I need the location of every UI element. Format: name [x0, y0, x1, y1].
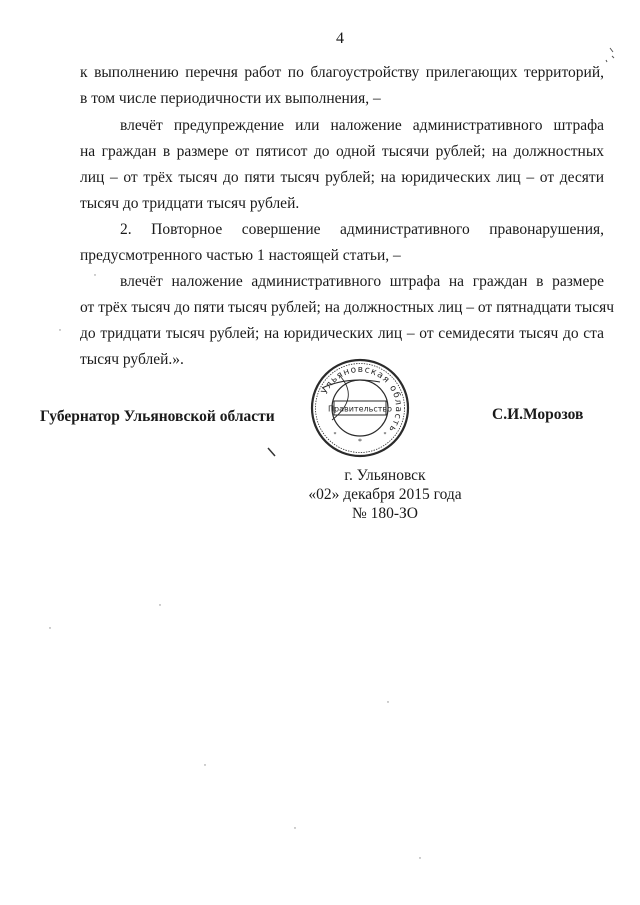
- svg-text:*: *: [333, 432, 337, 438]
- signatory-name: С.И.Морозов: [492, 406, 584, 423]
- page-number: 4: [336, 30, 344, 47]
- seal-ring-text: Ульяновская область: [320, 364, 404, 435]
- signatory-position: Губернатор Ульяновской области: [40, 408, 275, 425]
- paragraph-line: тысяч до тридцати тысяч рублей.: [80, 195, 300, 212]
- paragraph-line: до тридцати тысяч рублей; на юридических лиц – от семидесяти тысяч до ста: [80, 325, 604, 342]
- paragraph-line: влечёт предупреждение или наложение административного штрафа: [120, 117, 604, 134]
- paragraph-line: 2. Повторное совершение административного правонарушения,: [120, 221, 604, 238]
- seal-center-text: Правительство: [328, 404, 392, 414]
- paragraph-line: на граждан в размере от пятисот до одной тысячи рублей; на должностных: [80, 143, 604, 160]
- law-number: № 180-ЗО: [351, 505, 419, 522]
- paragraph-line: к выполнению перечня работ по благоустройству прилегающих территорий,: [80, 64, 604, 81]
- svg-text:*: *: [383, 432, 387, 438]
- paragraph-line: влечёт наложение административного штрафа на граждан в размере: [120, 273, 604, 290]
- paragraph-line: в том числе периодичности их выполнения, –: [80, 90, 381, 107]
- place-of-signing: г. Ульяновск: [344, 467, 426, 484]
- paragraph-line: лиц – от трёх тысяч до пяти тысяч рублей; на юридических лиц – от десяти: [80, 169, 604, 186]
- paragraph-line: тысяч рублей.».: [80, 351, 184, 368]
- paragraph-line: от трёх тысяч до пяти тысяч рублей; на должностных лиц – от пятнадцати тысяч: [80, 299, 615, 316]
- paragraph-line: предусмотренного частью 1 настоящей статьи, –: [80, 247, 401, 264]
- date-of-signing: «02» декабря 2015 года: [308, 486, 462, 503]
- svg-text:*: *: [358, 437, 362, 446]
